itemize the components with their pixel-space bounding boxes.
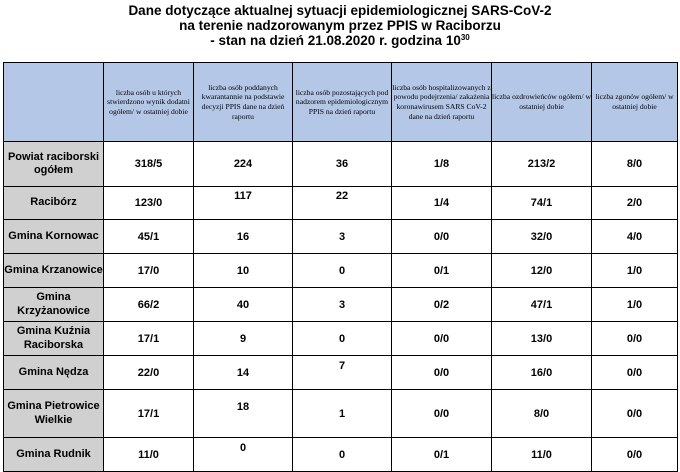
row-name: Gmina Rudnik <box>4 438 104 472</box>
title-line-2: na terenie nadzorowanym przez PPIS w Raciborzu <box>179 18 501 33</box>
cell-quarantine: 40 <box>194 288 293 322</box>
cell-positive: 17/1 <box>104 390 194 438</box>
cell-supervision: 7 <box>293 356 392 390</box>
cell-quarantine: 14 <box>194 356 293 390</box>
cell-deaths: 0/0 <box>592 322 678 356</box>
cell-recovered: 74/1 <box>492 187 592 220</box>
cell-positive: 17/0 <box>104 254 194 288</box>
row-name: Gmina Pietrowice Wielkie <box>4 390 104 438</box>
table-row <box>4 288 678 322</box>
header-corner-cell <box>4 63 104 142</box>
cell-hospitalized: 0/0 <box>392 356 492 390</box>
cell-deaths: 1/0 <box>592 288 678 322</box>
table-row <box>4 438 678 472</box>
cell-hospitalized: 0/0 <box>392 220 492 254</box>
header-recovered: liczba ozdrowieńców ogółem/ w ostatniej dobie <box>492 63 592 142</box>
cell-positive: 22/0 <box>104 356 194 390</box>
epidemic-data-table <box>3 62 678 472</box>
cell-deaths: 0/0 <box>592 390 678 438</box>
row-name: Powiat raciborski ogółem <box>4 142 104 187</box>
cell-supervision: 3 <box>293 288 392 322</box>
header-quarantine: liczba osób poddanych kwarantannie na podstawie decyzji PPIS dane na dzień raportu <box>194 63 293 142</box>
cell-positive: 11/0 <box>104 438 194 472</box>
row-name: Gmina Nędza <box>4 356 104 390</box>
cell-recovered: 13/0 <box>492 322 592 356</box>
header-supervision: liczba osób pozostających pod nadzorem epidemiologicznym PPIS na dzień raportu <box>293 63 392 142</box>
header-deaths: liczba zgonów ogółem/ w ostatniej dobie <box>592 63 678 142</box>
cell-hospitalized: 0/1 <box>392 438 492 472</box>
cell-positive: 123/0 <box>104 187 194 220</box>
cell-positive: 17/1 <box>104 322 194 356</box>
cell-hospitalized: 0/0 <box>392 322 492 356</box>
cell-quarantine: 0 <box>194 438 293 472</box>
cell-recovered: 8/0 <box>492 390 592 438</box>
table-row <box>4 390 678 438</box>
cell-deaths: 8/0 <box>592 142 678 187</box>
cell-quarantine: 10 <box>194 254 293 288</box>
header-hospitalized: liczba osób hospitalizowanych z powodu podejrzenia/ zakażenia koronawirusem SARS CoV-2 dane na dzień raportu <box>392 63 492 142</box>
cell-recovered: 32/0 <box>492 220 592 254</box>
table-row <box>4 187 678 220</box>
cell-hospitalized: 0/1 <box>392 254 492 288</box>
cell-hospitalized: 1/8 <box>392 142 492 187</box>
table-row <box>4 254 678 288</box>
title-line-3-text: - stan na dzień 21.08.2020 r. godzina 10 <box>210 33 461 48</box>
cell-recovered: 16/0 <box>492 356 592 390</box>
title-line-3 <box>0 33 680 48</box>
row-name: Gmina Kuźnia Raciborska <box>4 322 104 356</box>
cell-quarantine: 18 <box>194 390 293 438</box>
cell-recovered: 213/2 <box>492 142 592 187</box>
cell-supervision: 1 <box>293 390 392 438</box>
cell-deaths: 4/0 <box>592 220 678 254</box>
cell-deaths: 0/0 <box>592 438 678 472</box>
cell-quarantine: 224 <box>194 142 293 187</box>
header-positive-cases: liczba osób u których stwierdzono wynik dodatni ogółem/ w ostatniej dobie <box>104 63 194 142</box>
cell-deaths: 2/0 <box>592 187 678 220</box>
report-title <box>0 3 680 48</box>
table-row <box>4 220 678 254</box>
row-name: Gmina Kornowac <box>4 220 104 254</box>
row-name: Racibórz <box>4 187 104 220</box>
cell-recovered: 11/0 <box>492 438 592 472</box>
table-header-row <box>4 63 678 142</box>
cell-supervision: 0 <box>293 254 392 288</box>
cell-recovered: 47/1 <box>492 288 592 322</box>
cell-quarantine: 9 <box>194 322 293 356</box>
cell-hospitalized: 0/0 <box>392 390 492 438</box>
cell-supervision: 3 <box>293 220 392 254</box>
cell-supervision: 22 <box>293 187 392 220</box>
row-name: Gmina Krzyżanowice <box>4 288 104 322</box>
cell-hospitalized: 0/2 <box>392 288 492 322</box>
cell-hospitalized: 1/4 <box>392 187 492 220</box>
cell-supervision: 36 <box>293 142 392 187</box>
table-row <box>4 322 678 356</box>
row-name: Gmina Krzanowice <box>4 254 104 288</box>
cell-quarantine: 117 <box>194 187 293 220</box>
table-row <box>4 142 678 187</box>
cell-positive: 45/1 <box>104 220 194 254</box>
cell-positive: 318/5 <box>104 142 194 187</box>
cell-supervision: 0 <box>293 438 392 472</box>
cell-deaths: 0/0 <box>592 356 678 390</box>
cell-deaths: 1/0 <box>592 254 678 288</box>
cell-quarantine: 16 <box>194 220 293 254</box>
table-row <box>4 356 678 390</box>
cell-positive: 66/2 <box>104 288 194 322</box>
title-hour-superscript: 30 <box>460 33 470 42</box>
title-line-1: Dane dotyczące aktualnej sytuacji epidemiologicznej SARS-CoV-2 <box>128 3 552 18</box>
cell-supervision: 0 <box>293 322 392 356</box>
cell-recovered: 12/0 <box>492 254 592 288</box>
